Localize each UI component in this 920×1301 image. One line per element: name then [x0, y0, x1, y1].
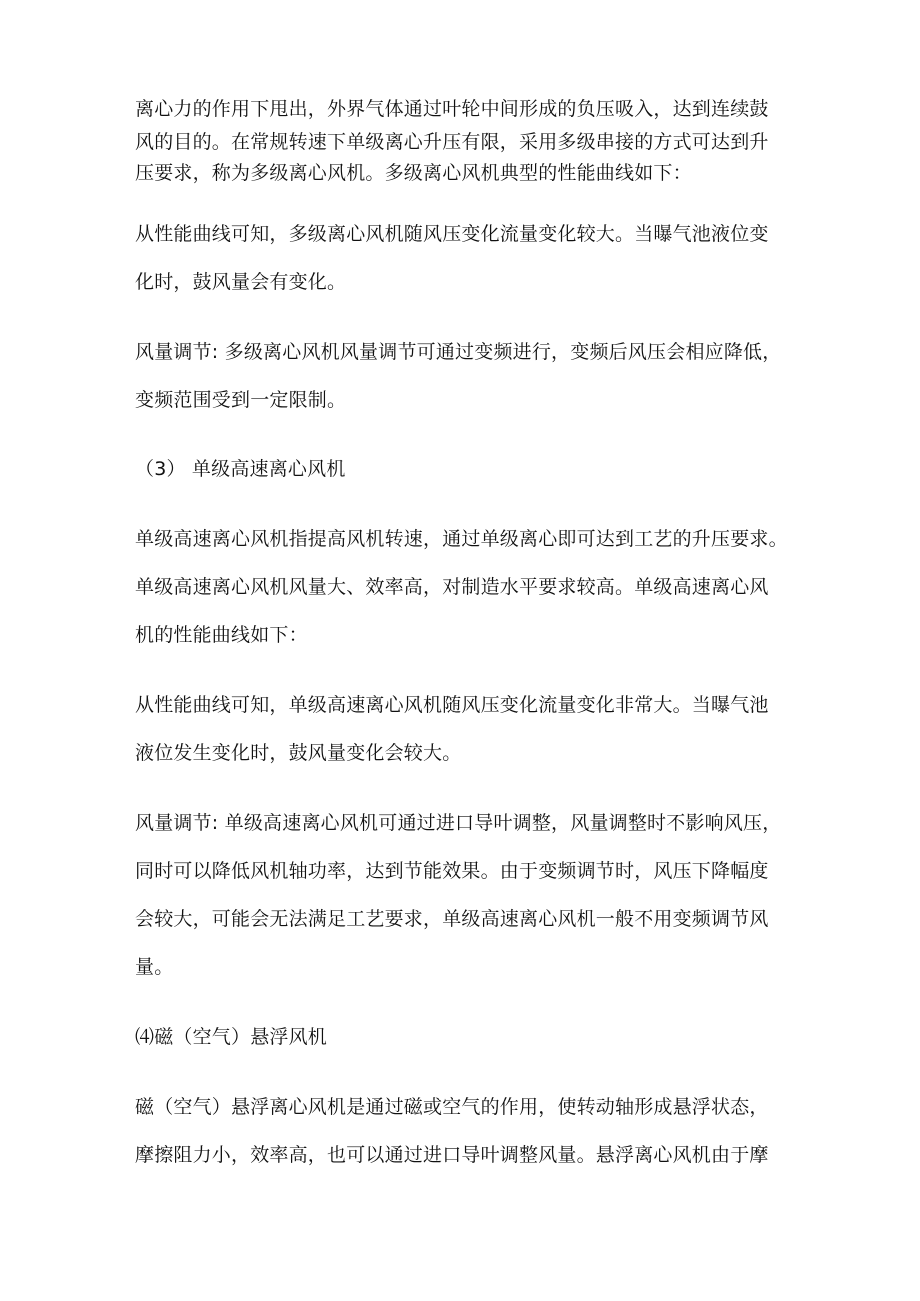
paragraph-line: 量。	[135, 956, 174, 978]
paragraph-line: 单级高速离心风机风量大、效率高，对制造水平要求较高。单级高速离心风	[135, 576, 769, 598]
paragraph-line: 液位发生变化时，鼓风量变化会较大。	[135, 742, 462, 764]
paragraph-line: 机的性能曲线如下：	[135, 624, 308, 646]
paragraph-line: 风量调节: 多级离心风机风量调节可通过变频进行，变频后风压会相应降低，	[135, 341, 782, 363]
paragraph-line: 风量调节: 单级高速离心风机可通过进口导叶调整，风量调整时不影响风压，	[135, 812, 782, 834]
paragraph-line: 风的目的。在常规转速下单级离心升压有限，采用多级串接的方式可达到升	[135, 131, 769, 153]
paragraph-line: 单级高速离心风机指提高风机转速，通过单级离心即可达到工艺的升压要求。	[135, 528, 788, 550]
paragraph-line: 压要求，称为多级离心风机。多级离心风机典型的性能曲线如下：	[135, 162, 692, 184]
paragraph-line: 同时可以降低风机轴功率，达到节能效果。由于变频调节时，风压下降幅度	[135, 860, 769, 882]
paragraph-line: 离心力的作用下甩出，外界气体通过叶轮中间形成的负压吸入，达到连续鼓	[135, 98, 769, 120]
paragraph-line: 磁（空气）悬浮离心风机是通过磁或空气的作用，使转动轴形成悬浮状态，	[135, 1096, 769, 1118]
section-heading: （3） 单级高速离心风机	[135, 458, 346, 480]
paragraph-line: 变频范围受到一定限制。	[135, 389, 347, 411]
section-heading: ⑷磁（空气）悬浮风机	[135, 1026, 328, 1048]
paragraph-line: 从性能曲线可知，单级高速离心风机随风压变化流量变化非常大。当曝气池	[135, 694, 769, 716]
paragraph-line: 从性能曲线可知，多级离心风机随风压变化流量变化较大。当曝气池液位变	[135, 223, 769, 245]
paragraph-line: 化时，鼓风量会有变化。	[135, 271, 347, 293]
paragraph-line: 会较大，可能会无法满足工艺要求，单级高速离心风机一般不用变频调节风	[135, 908, 769, 930]
paragraph-line: 摩擦阻力小，效率高，也可以通过进口导叶调整风量。悬浮离心风机由于摩	[135, 1144, 769, 1166]
